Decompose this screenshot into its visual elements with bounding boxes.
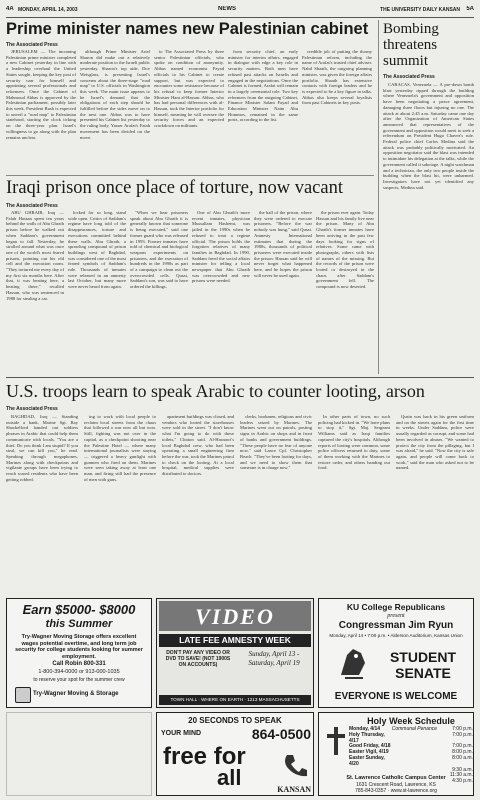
story2-column-3: "When we hear prisoners speak about Abu Ghraib it is generally known that someone is being executed," said one former guard who was released in 1993. Former inmates have told of chemical and biological weapons experiments on prisoners, and the execution of hundreds in the 1990s as part of a campaign to clean out the overcrowded cells. Qusai, Saddam's son, was said to have ordered the killings. bbox=[130, 210, 188, 290]
ad-moving-body: Try-Wagner Moving Storage offers excellent wages potential overtime, and long term job security for college students looking for summer employment. bbox=[15, 634, 143, 660]
ad-moving-company bbox=[6, 598, 152, 708]
ad-ku-republicans bbox=[318, 598, 474, 708]
schedule-day: Easter Vigil, 4/19 bbox=[349, 749, 389, 756]
story3-column-3: apartment buildings was closed, and vendors who looted the storehouses were sold in the street. "I don't know what I'm going to do with these toilets," Clinton said. Al-Hasnawi's local Baghdad crew, who had been operating a small engineering firm before the war, took the Marines patrol to check on the looting. At a local hospital, medical supplies were distributed to doctors. bbox=[162, 414, 234, 477]
schedule-event: Communal Penance bbox=[391, 726, 438, 732]
story3-column-4: clerks, bookmen, religious and civic leaders seized by Marines. The Marines went out on patrols, posting signs in Arabic on shops and in front of banks and government buildings. "These people have no fear of anyone now," said Lance Cpl. Christopher Beach. "They've been looting for days, and we need to show them that someone is in charge now." bbox=[240, 414, 312, 471]
ad-kansan-paper: KANSAN bbox=[277, 785, 311, 794]
ad-moving-cta: to reserve your spot for the summer crew bbox=[33, 677, 125, 683]
schedule-day: Good Friday, 4/18 bbox=[349, 743, 391, 750]
ad-moving-call: Call Robin 800-331 bbox=[52, 661, 106, 667]
ad-video-offer: DON'T PAY ANY VIDEO OR DVD TO SAVE! (NOT 1900S ON ACCOUNTS) bbox=[165, 650, 231, 668]
schedule-time: 11:30 a.m. bbox=[449, 772, 473, 779]
ad-moving-subtitle: this Summer bbox=[45, 618, 113, 630]
schedule-day: Monday, 4/14 bbox=[349, 726, 381, 732]
page-number-left: 4A bbox=[6, 6, 14, 12]
schedule-time: 9:30 a.m. bbox=[452, 766, 473, 773]
story2-column-5: the hall of the prison, where they were ordered to execute prisoners. "Before the war nobody was hung," said Qusai. Amnesty International estimates that during the 1980s, thousands of political prisoners were executed inside the prison. Hassan said he will never forget what happened here, and he hopes the prison will never be used again. bbox=[254, 210, 312, 278]
ad-ku-presents: present bbox=[387, 613, 405, 619]
schedule-event bbox=[392, 756, 443, 768]
story3-column-6: Qusin was back in his green uniform and on the streets again for the first time in weeks. Under Saddam, police were usually regarded as corrupt, and some had been involved in abuses. "We wanted to protect the city from the pillaging, but I was afraid," he said. "Now the city is safe again, and people will come back to work," said the man who asked not to be named. bbox=[396, 414, 474, 471]
story2-byline: The Associated Press bbox=[6, 203, 58, 209]
ad-church-contact: 785-843-0357 · www.st-lawrence.org bbox=[355, 788, 437, 794]
schedule-day: Holy Thursday, 4/17 bbox=[349, 731, 385, 744]
header-rule bbox=[6, 17, 474, 18]
schedule-event bbox=[392, 733, 443, 745]
ad-church-title: Holy Week Schedule bbox=[367, 716, 455, 726]
ad-church-name: St. Lawrence Catholic Campus Center bbox=[346, 775, 446, 781]
ad-moving-phone: 1-800-394-0000 or 913-000-1035 bbox=[38, 669, 120, 675]
sidebar-body: CARACAS, Venezuela — A pre-dawn bomb blast yesterday ripped through the building where Venezuela's government and opposition have been negotiating a peace agreement, damaging three floors but injuring no one. The attack at about 2:45 a.m. Saturday came one day after the Organization of American States announced that representatives of the government and opposition would meet to seek a referendum on President Hugo Chavez's rule. Federal police chief Carlos Medina said the attack was probably politically motivated. An opposition negotiator said the blast was intended to intimidate his delegation at the talks, while the government called it sabotage. A night watchman and a technician, the only two people inside the building when the blast hit, were unharmed. Investigators have not yet identified any suspects, Medina said. bbox=[383, 82, 474, 190]
date-line: MONDAY, APRIL 14, 2003 bbox=[18, 7, 78, 13]
story1-headline: Prime minister names new Palestinian cabinet bbox=[6, 20, 369, 38]
ad-video-address: TOWN HALL · WHERE ON EARTH · 1213 MASSACHUSETTS bbox=[159, 695, 311, 705]
sidebar-headline: Bombing threatens summit bbox=[383, 21, 439, 69]
story3-column-5: In other parts of town, no such policing had kicked in. "We have plans to stop it," Sgt. Maj. Sergeant Williams said as Iraqi families captured the city's hospitals. Although reports of looting were common, some police officers returned to duty, some of them working with the Marines to restore order, and others handing out food. bbox=[318, 414, 390, 471]
ad-moving-logo-icon bbox=[15, 687, 31, 703]
ad-video-store bbox=[156, 598, 314, 708]
page-header bbox=[6, 6, 474, 16]
story2-rule bbox=[6, 175, 374, 176]
story2-column-4: One of Abu Ghraib's more recent inmates, physician Mussallam Hashemi, was jailed in the 1990s when he refused to treat a regime official. The prison holds the forgotten relatives of many families in Baghdad. In 1990, Saddam freed the social affairs minister for telling a local newspaper that Abu Ghraib was overcrowded and new prisons were needed. bbox=[192, 210, 250, 284]
ad-church-cross-icon bbox=[327, 727, 345, 755]
story3-byline: The Associated Press bbox=[6, 406, 58, 412]
page-number-right: 5A bbox=[466, 6, 474, 12]
ad-moving-title: Earn $5000- $8000 bbox=[22, 602, 136, 617]
schedule-time: 7:00 p.m. bbox=[452, 726, 473, 732]
blank-ad-space bbox=[6, 712, 152, 796]
ad-video-amnesty: LATE FEE AMNESTY WEEK bbox=[159, 634, 311, 647]
story1-column-3: to The Associated Press by three senior Palestinian officials, who spoke on condition of anonymity. Abbas named economist Fayad officials to his Cabinet to create support, but was expected to encounter some resistance because of his refusal to keep former Interior Minister Hani al-Hassan. Abbas, who has had personal differences with al-Hassan, took the Interior portfolio for himself, meaning he will oversee the security forces and an expected crackdown on militants. bbox=[154, 49, 224, 129]
schedule-time: 8:00 a.m. bbox=[452, 754, 473, 761]
ad-kansan-all: all bbox=[217, 765, 242, 790]
story3-column-1: BAGHDAD, Iraq — Standing outside a bank, Marine Sgt. Ray Shackelford handed out soldiers phrases in Arabic that could help them communicate with locals. "You are a thief. Do you think I am stupid? If you steal, we can kill you," he read. Speaking through megaphones, Marines along with checkpoints and vigilante groups have been trying to reach scared residents who have been getting robbed. bbox=[6, 414, 78, 482]
schedule-time: 8:00 p.m. bbox=[452, 749, 473, 756]
ad-kansan-phone-icon bbox=[281, 751, 309, 779]
ad-ku-speaker: Congressman Jim Ryun bbox=[338, 620, 454, 631]
ad-ku-welcome: EVERYONE IS WELCOME bbox=[334, 691, 458, 702]
ad-kansan-free-for-all bbox=[156, 712, 314, 796]
schedule-time: 4:30 p.m. bbox=[452, 778, 473, 785]
story2-column-1: ABU GHRAIB, Iraq — Falah Hassan spent ten years behind the walls of Abu Ghraib prison before he walked out when Saddam's government began to fall. Yesterday, he strolled around what was once one of the world's most feared prisons, pointing out his old cell and the execution room. "They tortured me every day of my first six months here. After that, it was beating here, a beating there," recalled Hassan, who was sentenced in 1988 for stealing a car. bbox=[6, 210, 64, 301]
story1-column-5: credible job of putting the thorny Palestinian reform, including the name of Arafat's trusted chief adviser. Nabil Shaath, the outgoing planning minister, was given the foreign affairs portfolio. Shaath has extensive contacts with foreign leaders and he is expected to be a key figure in talks. Abbas also keeps several loyalists from past Cabinets in key posts. bbox=[302, 49, 372, 106]
story3-headline: U.S. troops learn to speak Arabic to counter looting, arson bbox=[6, 381, 425, 401]
ad-kansan-your-mind: YOUR MIND bbox=[161, 730, 202, 737]
section-name: NEWS bbox=[218, 6, 236, 12]
story3-rule bbox=[6, 377, 474, 378]
ad-ku-title: KU College Republicans bbox=[346, 602, 446, 612]
story1-column-4: from security chief, an early minister for interim affairs, engaged in dialogue with edge a key role in security matters. Both men have refused past attacks on Israelis and engaged in the negotiations. Once the Cabinet is formed, Arafat will remain in a largely ceremonial role. Two key reformers from the outgoing Cabinet, Finance Minister Salam Fayad and Education Minister Naim Abu Hommos, remained in the same posts, according to the list. bbox=[228, 49, 298, 123]
story1-column-1: JERUSALEM — The incoming Palestinian prime minister completed a new Cabinet yesterday in line with a leadership overhaul the United States sought, keeping the key post of security czar for himself and appointing several professionals and reformers. Once the Cabinet of Mahmoud Abbas is approved by the Palestinian parliament, possibly later this week, President Bush is expected to unveil a "road map" to Palestinian statehood, starting the clock ticking on the three-year plan. Israel's willingness to go along with the plan remains unclear. bbox=[6, 49, 76, 140]
story1-column-2: although Prime Minister Ariel Sharon did make out a relatively moderate position to the Israeli public yesterday. Sharon's top aide, Dov Weisglass, is presenting Israel's concerns about the three-stage "road map" to U.S. officials in Washington this week. The main issue appears to be Israel's demand that the obligations of each step should be fulfilled before the sides move on to the next one. Abbas was to have presented his Cabinet list yesterday to the ruling body. Yasser Arafat's Fatah movement has been divided on the move. bbox=[80, 49, 150, 140]
ad-ku-event: Monday, April 14 • 7:00 p.m. • Alderson Auditorium, Kansas Union bbox=[329, 633, 463, 638]
schedule-row bbox=[349, 756, 473, 768]
story3-column-2: ing to work with local people to reclaim local streets from the chaos that followed a war now all but won. Still, fighting was not over in the capital, as a checkpoint shooting near the Palestine Hotel — where many international journalists were staying — triggered a heavy gunfight with gunmen who fired on them. Marines were seen taking away at least one man, and firing still had the presence of men with guns. bbox=[84, 414, 156, 482]
sidebar-byline: The Associated Press bbox=[383, 74, 435, 80]
story2-headline: Iraqi prison once place of torture, now vacant bbox=[6, 178, 343, 198]
sidebar-divider bbox=[378, 20, 379, 374]
schedule-time: 7:00 p.m. bbox=[452, 731, 473, 738]
schedule-time: 7:00 p.m. bbox=[452, 743, 473, 750]
story1-byline: The Associated Press bbox=[6, 42, 58, 48]
story2-column-6: the prison ever again. Today Hassan and his family live near the prison. Many of Abu Ghraib's former inmates have been arriving in the past few days looking for signs of relatives. Some came with photographs, others with lists of names of the missing. But the records of the prison were looted or destroyed in the chaos after Saddam's government fell. The compound is now deserted. bbox=[316, 210, 374, 290]
story2-column-2: locked for so long, stand wide open. Critics of Saddam's regime have long told of the disappearances, torture and executions committed behind these walls. Abu Ghraib, a sprawling compound of prison buildings west of Baghdad, was considered one of the most feared symbols of Saddam's rule. Thousands of inmates were released in an amnesty last October, but many more were never heard from again. bbox=[68, 210, 126, 290]
ad-ku-hawk-icon bbox=[337, 645, 369, 681]
ad-ku-senate: SENATE bbox=[395, 665, 451, 681]
ad-kansan-phone: 864-0500 bbox=[251, 726, 311, 742]
ad-church-address: 1631 Crescent Road, Lawrence, KS bbox=[356, 782, 436, 788]
schedule-day: Easter Sunday, 4/20 bbox=[349, 754, 385, 767]
ad-moving-brand: Try-Wagner Moving & Storage bbox=[33, 691, 119, 697]
paper-name: THE UNIVERSITY DAILY KANSAN bbox=[380, 7, 460, 13]
ad-video-brand: VIDEO bbox=[195, 604, 275, 629]
ad-ku-student: STUDENT bbox=[389, 649, 457, 665]
ad-kansan-seconds: 20 SECONDS TO SPEAK bbox=[188, 716, 282, 725]
ad-kansan-free: free for bbox=[163, 743, 246, 770]
ad-video-dates: Sunday, April 13 - Saturday, April 19 bbox=[248, 650, 300, 667]
ad-st-lawrence bbox=[318, 712, 474, 796]
